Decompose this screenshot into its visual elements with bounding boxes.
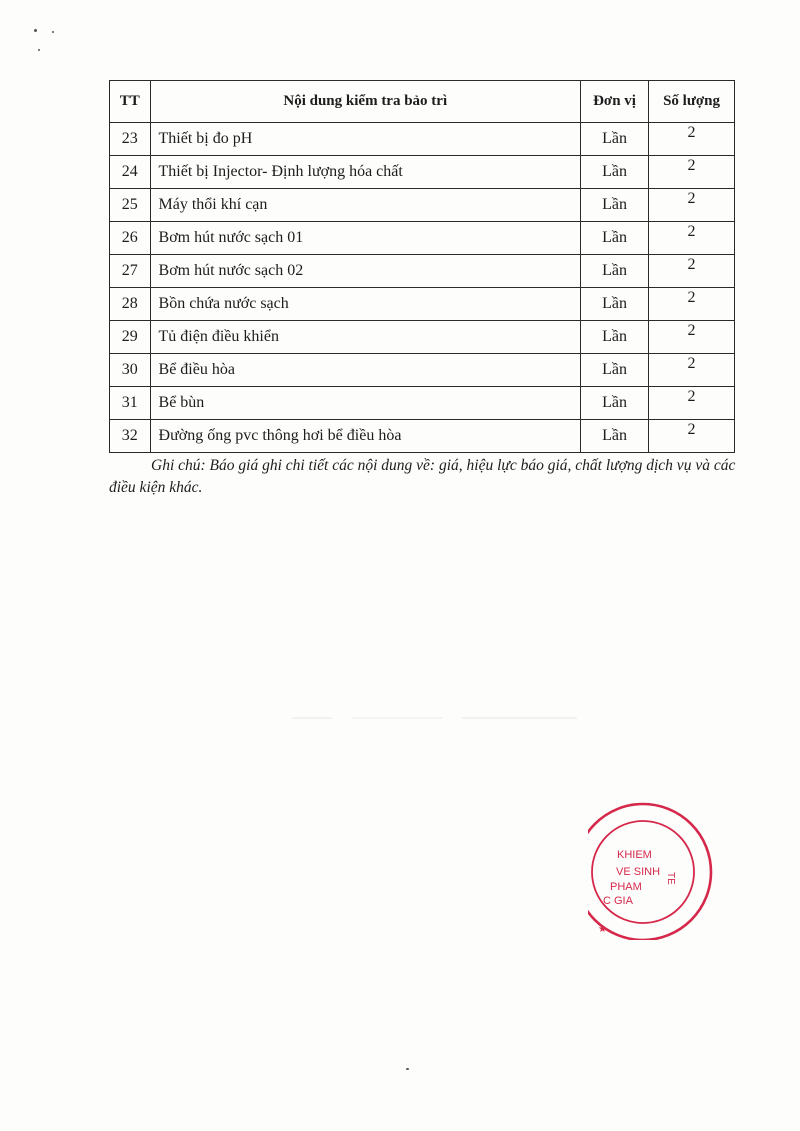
cell-content: Tủ điện điều khiển [150, 321, 580, 354]
cell-content: Thiết bị Injector- Định lượng hóa chất [150, 156, 580, 189]
cell-unit: Lần [581, 288, 649, 321]
scan-speck [406, 1068, 409, 1070]
table-row [110, 321, 735, 354]
cell-qty [649, 222, 735, 255]
cell-unit: Lần [581, 387, 649, 420]
note-text: Ghi chú: Báo giá ghi chi tiết các nội dung về: giá, hiệu lực báo giá, chất lượng dịch vụ và các điều kiện khác. [109, 457, 736, 496]
cell-tt: 24 [110, 156, 151, 189]
table-row [110, 420, 735, 453]
cell-qty [649, 420, 735, 453]
cell-unit: Lần [581, 321, 649, 354]
cell-qty-value: 2 [687, 322, 696, 339]
header-qty: Số lượng [649, 81, 735, 123]
cell-content: Bể điều hòa [150, 354, 580, 387]
company-seal [588, 800, 748, 940]
table-row [110, 387, 735, 420]
header-unit: Đơn vị [581, 81, 649, 123]
cell-tt: 23 [110, 123, 151, 156]
cell-unit: Lần [581, 189, 649, 222]
cell-unit: Lần [581, 222, 649, 255]
seal-line-2: VE SINH [616, 866, 661, 878]
cell-qty-value: 2 [687, 388, 696, 405]
header-tt: TT [110, 81, 151, 123]
cell-qty-value: 2 [687, 124, 696, 141]
cell-content: Bơm hút nước sạch 01 [150, 222, 580, 255]
table-header-row [110, 81, 735, 123]
cell-tt: 28 [110, 288, 151, 321]
cell-qty-value: 2 [687, 289, 696, 306]
table-row [110, 255, 735, 288]
cell-tt: 29 [110, 321, 151, 354]
cell-tt: 25 [110, 189, 151, 222]
table-row [110, 156, 735, 189]
cell-unit: Lần [581, 156, 649, 189]
table-row [110, 354, 735, 387]
seal-side-text: TE [665, 872, 676, 885]
header-content: Nội dung kiểm tra bảo trì [150, 81, 580, 123]
cell-qty-value: 2 [687, 223, 696, 240]
cell-unit: Lần [581, 255, 649, 288]
maintenance-table [109, 80, 735, 453]
cell-tt: 32 [110, 420, 151, 453]
cell-content: Thiết bị đo pH [150, 123, 580, 156]
cell-unit: Lần [581, 123, 649, 156]
cell-tt: 26 [110, 222, 151, 255]
seal-star-icon: ★ [598, 924, 607, 935]
cell-qty-value: 2 [687, 157, 696, 174]
cell-qty [649, 189, 735, 222]
table-row [110, 222, 735, 255]
cell-content: Bồn chứa nước sạch [150, 288, 580, 321]
cell-tt: 31 [110, 387, 151, 420]
cell-qty-value: 2 [687, 256, 696, 273]
table-row [110, 123, 735, 156]
table-row [110, 189, 735, 222]
scan-speck [38, 49, 40, 51]
cell-tt: 30 [110, 354, 151, 387]
cell-content: Đường ống pvc thông hơi bể điều hòa [150, 420, 580, 453]
cell-unit: Lần [581, 354, 649, 387]
cell-content: Máy thổi khí cạn [150, 189, 580, 222]
cell-qty [649, 387, 735, 420]
seal-line-3: PHAM [610, 881, 642, 893]
cell-qty [649, 123, 735, 156]
cell-qty-value: 2 [687, 421, 696, 438]
cell-qty [649, 255, 735, 288]
scan-speck [34, 29, 37, 32]
show-through-mark [292, 713, 582, 723]
cell-content: Bể bùn [150, 387, 580, 420]
cell-qty [649, 156, 735, 189]
cell-qty-value: 2 [687, 355, 696, 372]
cell-qty-value: 2 [687, 190, 696, 207]
cell-qty [649, 321, 735, 354]
seal-line-1: KHIEM [617, 849, 652, 861]
cell-unit: Lần [581, 420, 649, 453]
seal-line-4: C GIA [603, 895, 633, 907]
table-row [110, 288, 735, 321]
cell-qty [649, 288, 735, 321]
scan-speck [52, 31, 54, 33]
cell-tt: 27 [110, 255, 151, 288]
cell-content: Bơm hút nước sạch 02 [150, 255, 580, 288]
cell-qty [649, 354, 735, 387]
